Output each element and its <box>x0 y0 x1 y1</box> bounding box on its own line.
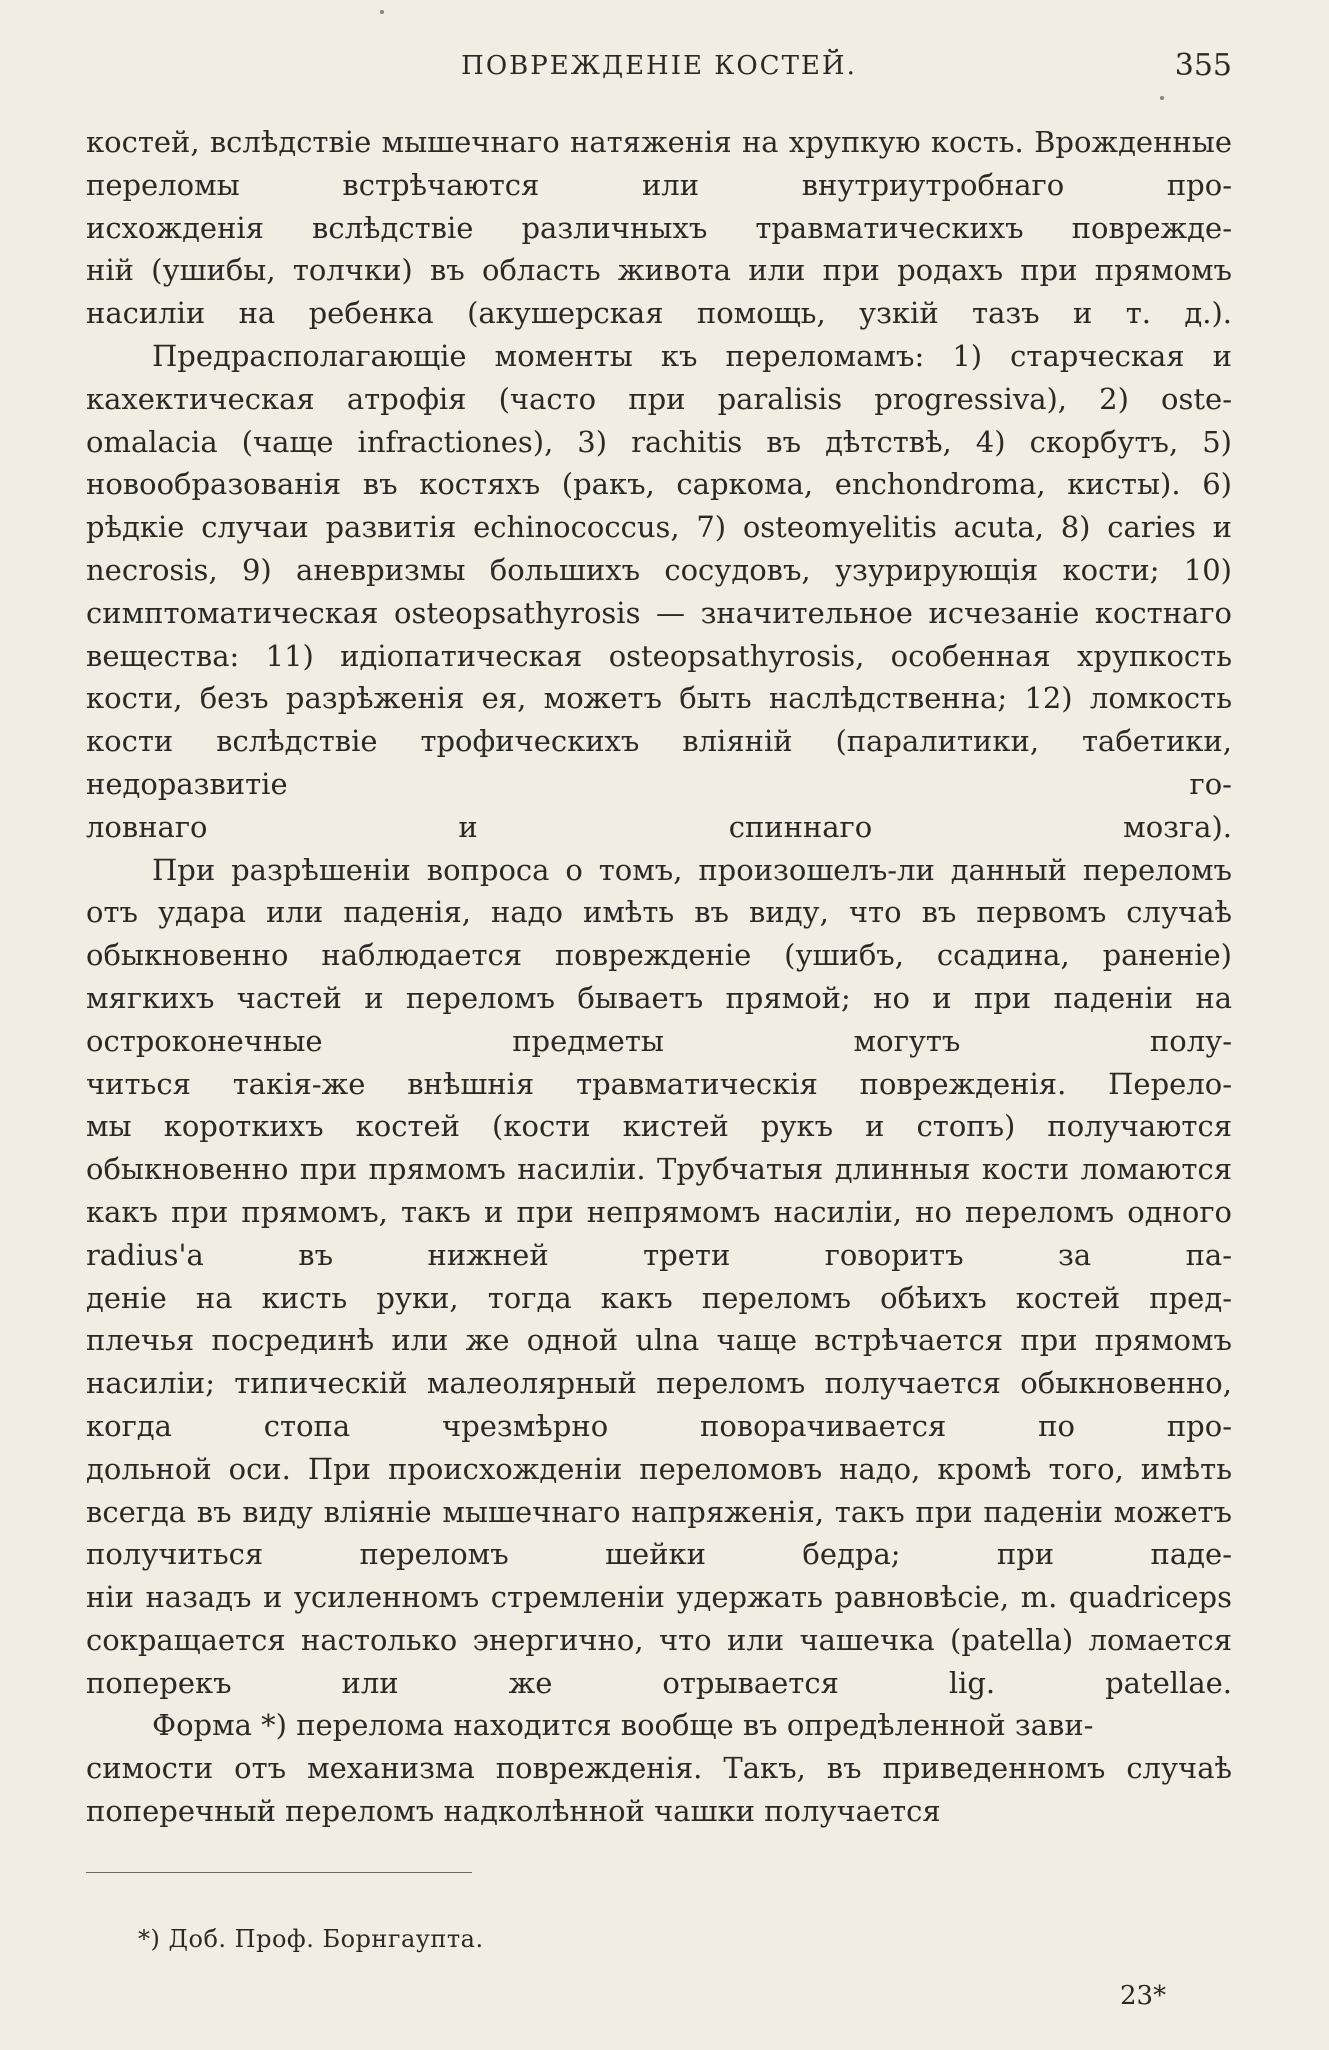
text-line: узурирующія кости; 10) симптоматическая osteopsathyrosis — <box>86 552 1232 630</box>
signature-mark: 23* <box>1120 1981 1167 2011</box>
page-header <box>86 44 1232 88</box>
text-line: osteopsathyrosis, особенная хрупкость кости, безъ разрѣженія <box>86 638 1232 716</box>
text-line: кисты). 6) рѣдкіе случаи развитія echinococcus, 7) osteomyelitis <box>86 467 1232 545</box>
text-line: и т. д.). <box>1073 296 1232 331</box>
paragraph-2 <box>86 335 1232 849</box>
text-line: кахектическая атрофія (часто при paralisis progressiva), 2) oste- <box>86 381 1232 416</box>
text-line: переломъ отъ удара или паденія, надо имѣть въ виду, что въ <box>86 852 1232 930</box>
text-line: Предрасполагающіе моменты къ переломамъ: 1) старческая и <box>152 338 1232 373</box>
text-line: симости отъ механизма поврежденія. Такъ, въ приведенномъ <box>86 1751 1127 1786</box>
text-line: ломаются какъ при прямомъ, такъ и при непрямомъ насиліи, <box>86 1152 1232 1229</box>
text-line: но переломъ одного radius'а въ нижней трети говоритъ за па- <box>86 1194 1232 1272</box>
body-text <box>86 121 1232 1833</box>
text-line: дольной оси. При происхожденіи переломовъ надо, кромѣ того, <box>86 1451 1141 1486</box>
text-line: ніи назадъ и усиленномъ стремленіи удержать равновѣсіе, m. <box>86 1580 1069 1615</box>
text-line: omalacia (чаще infractiones), 3) rachitis въ дѣтствѣ, 4) скорбутъ, <box>86 424 1203 459</box>
paragraph-4 <box>86 1704 1232 1832</box>
print-speck <box>380 10 384 14</box>
text-line: исхожденія вслѣдствіе различныхъ травматическихъ поврежде- <box>86 210 1232 245</box>
text-line: обыкновенно, когда стопа чрезмѣрно поворачивается по про- <box>86 1366 1232 1443</box>
footnote: *) Доб. Проф. Борнгаупта. <box>138 1925 484 1953</box>
text-line: имѣть всегда въ виду вліяніе мышечнаго напряженія, такъ при <box>86 1451 1232 1529</box>
text-line: прямомъ насиліи на ребенка (акушерская помощь, узкій тазъ <box>86 253 1232 331</box>
text-line: паденіи можетъ получиться переломъ шейки бедра; при паде- <box>86 1494 1232 1572</box>
text-line: 5) новообразованія въ костяхъ (ракъ, саркома, enchondroma, <box>86 424 1232 502</box>
text-line: костей, вслѣдствіе мышечнаго натяженія на хрупкую кость. <box>86 125 1035 159</box>
text-line: случаѣ поперечный переломъ надколѣнной чашки получается <box>86 1751 1232 1829</box>
text-line: мы короткихъ костей (кости кистей рукъ и стопъ) получаются <box>86 1109 1232 1144</box>
text-line: ній (ушибы, толчки) въ область живота или при родахъ при <box>86 253 1095 288</box>
text-line: Врожденные переломы встрѣчаются или внутриутробнаго про- <box>86 125 1232 202</box>
text-line: ловнаго и спиннаго мозга). <box>86 809 1232 844</box>
text-line: обыкновенно при прямомъ насиліи. Трубчатыя длинныя кости <box>86 1152 1081 1187</box>
text-line: первомъ случаѣ обыкновенно наблюдается поврежденіе (ушибъ, <box>86 895 1232 973</box>
text-line: Форма *) перелома находится вообще въ опредѣленной зави- <box>152 1708 1094 1743</box>
paragraph-3 <box>86 849 1232 1705</box>
text-line: но и при паденіи на остроконечные предметы могутъ полу- <box>86 980 1232 1058</box>
page-number: 355 <box>1174 48 1232 83</box>
text-line: трофическихъ вліяній (паралитики, табетики, недоразвитіе го- <box>86 724 1232 801</box>
text-line: читься такія-же внѣшнія травматическія поврежденія. Перело- <box>86 1066 1232 1101</box>
running-title: ПОВРЕЖДЕНІЕ КОСТЕЙ. <box>461 51 857 81</box>
text-line: (patella) ломается поперекъ или же отрывается lig. patellae. <box>86 1622 1232 1700</box>
print-speck <box>1160 96 1164 100</box>
footnote-divider <box>86 1872 472 1873</box>
text-line: плечья посрединѣ или же одной ulna чаще встрѣчается при <box>86 1323 1095 1358</box>
text-line: деніе на кисть руки, тогда какъ переломъ обѣихъ костей пред- <box>86 1280 1232 1315</box>
text-line: ссадина, раненіе) мягкихъ частей и переломъ бываетъ прямой; <box>86 938 1232 1015</box>
text-line: quadriceps сокращается настолько энергично, что или чашечка <box>86 1580 1232 1657</box>
text-line: При разрѣшеніи вопроса о томъ, произошелъ-ли данный <box>152 852 1083 887</box>
paragraph-1 <box>86 121 1232 335</box>
text-line: ея, можетъ быть наслѣдственна; 12) ломкость кости вслѣдствіе <box>86 681 1233 759</box>
text-line: acuta, 8) caries и necrosis, 9) аневризмы большихъ сосудовъ, <box>86 510 1232 587</box>
text-line: значительное исчезаніе костнаго вещества: 11) идіопатическая <box>86 595 1232 673</box>
text-line: прямомъ насиліи; типическій малеолярный переломъ получается <box>86 1323 1232 1401</box>
